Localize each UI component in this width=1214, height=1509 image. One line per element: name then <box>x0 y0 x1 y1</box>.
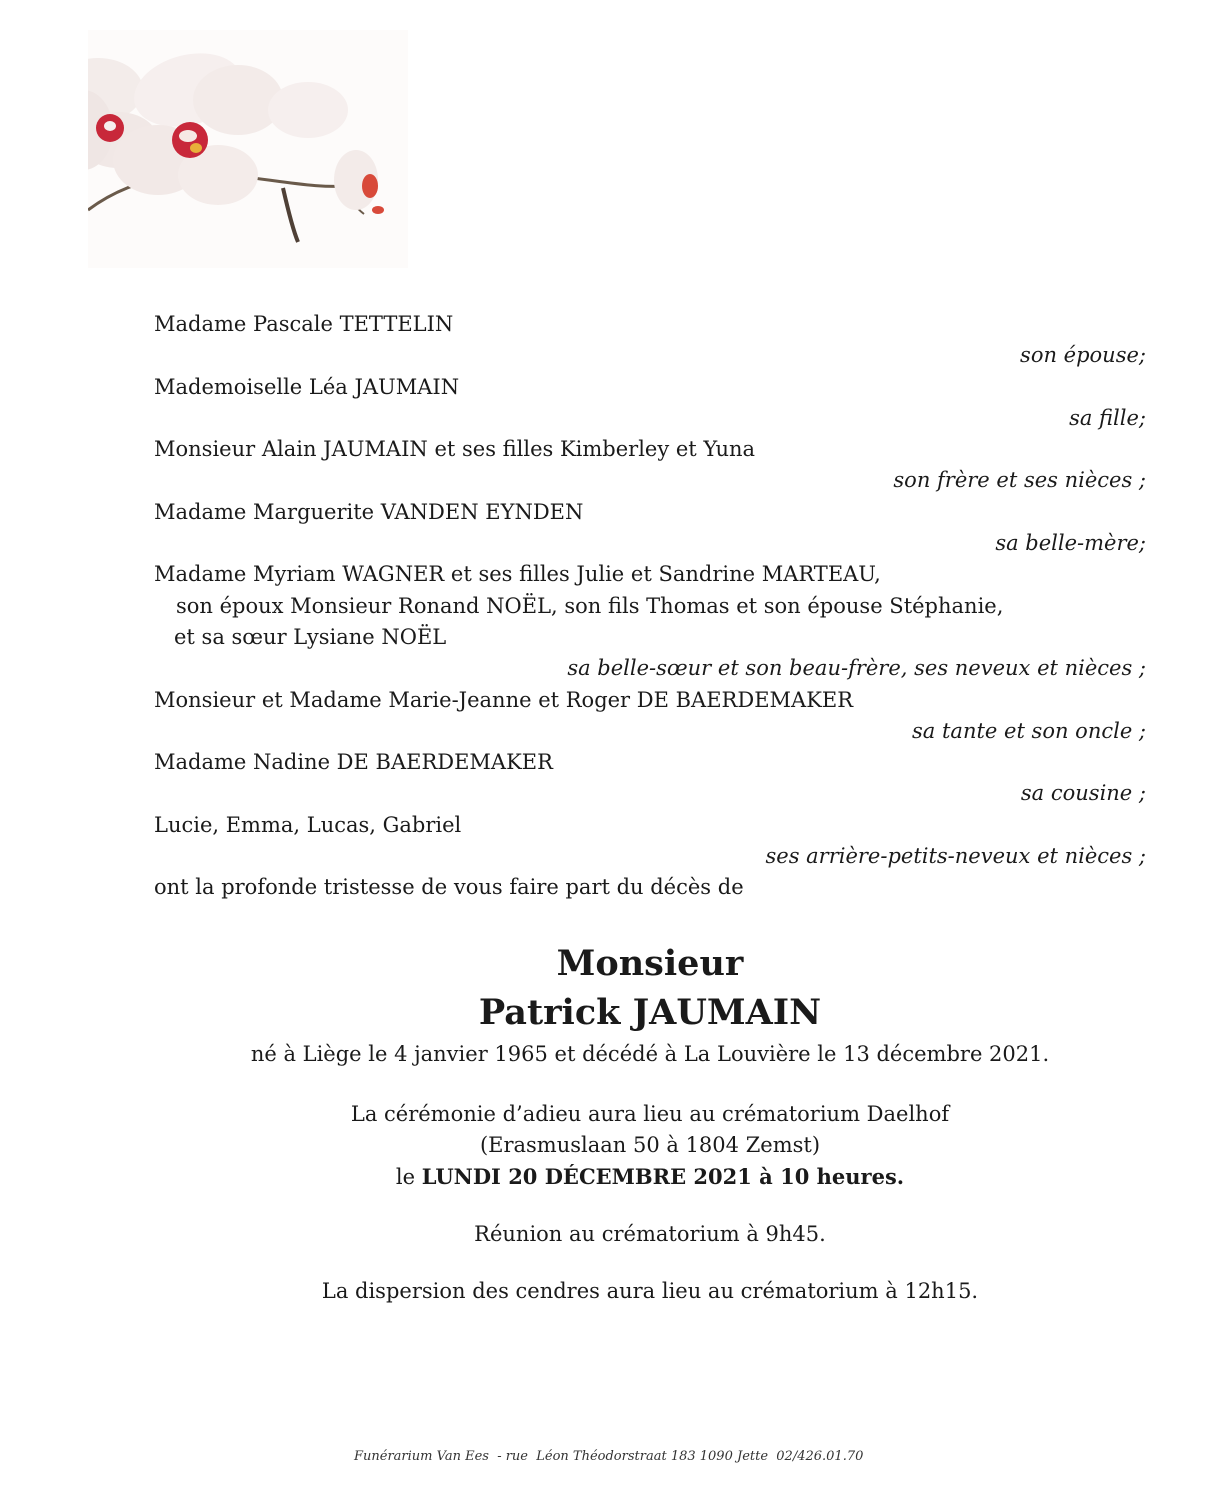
family-name: Lucie, Emma, Lucas, Gabriel <box>154 812 462 837</box>
dispersion-text: La dispersion des cendres aura lieu au crématorium à 12h15. <box>321 1279 979 1303</box>
ceremony-date-prefix: le <box>395 1165 422 1189</box>
family-name: Mademoiselle Léa JAUMAIN <box>154 374 460 399</box>
ceremony-date-bold: LUNDI 20 DÉCEMBRE 2021 à 10 heures. <box>421 1164 905 1189</box>
ceremony-date <box>0 1161 1214 1193</box>
funeral-home-footer: Funérarium Van Ees - rue Léon Théodorstraat 183 1090 Jette 02/426.01.70 <box>354 1449 864 1464</box>
family-relation: sa tante et son oncle ; <box>912 718 1146 743</box>
announcement-text: ont la profonde tristesse de vous faire part du décès de <box>154 875 744 900</box>
family-relation: sa fille; <box>1069 405 1146 430</box>
family-relation: ses arrière-petits-neveux et nièces ; <box>765 844 1146 869</box>
family-name: Monsieur et Madame Marie-Jeanne et Roger DE BAERDEMAKER <box>154 687 854 712</box>
family-name: Madame Marguerite VANDEN EYNDEN <box>154 499 584 524</box>
family-relation: sa cousine ; <box>1020 781 1146 806</box>
ceremony-line: La cérémonie d’adieu aura lieu au crématorium Daelhof <box>350 1102 950 1126</box>
ceremony-info <box>0 1099 1214 1193</box>
family-name: Madame Myriam WAGNER et ses filles Julie et Sandrine MARTEAU, <box>154 562 881 587</box>
family-name-continued: son époux Monsieur Ronand NOËL, son fils Thomas et son épouse Stéphanie, <box>176 593 1004 618</box>
deceased-name: Patrick JAUMAIN <box>478 992 822 1033</box>
family-list <box>154 309 1146 904</box>
family-name: Madame Nadine DE BAERDEMAKER <box>154 750 553 775</box>
family-relation: son frère et ses nièces ; <box>893 468 1146 493</box>
family-name: Monsieur Alain JAUMAIN et ses filles Kimberley et Yuna <box>154 437 756 462</box>
family-name-continued: et sa sœur Lysiane NOËL <box>174 624 447 649</box>
family-name: Madame Pascale TETTELIN <box>154 312 454 336</box>
family-relation: son épouse; <box>1020 343 1146 368</box>
birth-death-text: né à Liège le 4 janvier 1965 et décédé à La Louvière le 13 décembre 2021. <box>250 1042 1050 1066</box>
deceased-title: Monsieur <box>556 943 744 984</box>
ceremony-address: (Erasmuslaan 50 à 1804 Zemst) <box>479 1133 821 1157</box>
orchid-image <box>88 30 408 268</box>
reunion-text: Réunion au crématorium à 9h45. <box>474 1222 826 1246</box>
family-relation: sa belle-sœur et son beau-frère, ses neveux et nièces ; <box>567 656 1146 681</box>
family-relation: sa belle-mère; <box>995 531 1146 556</box>
